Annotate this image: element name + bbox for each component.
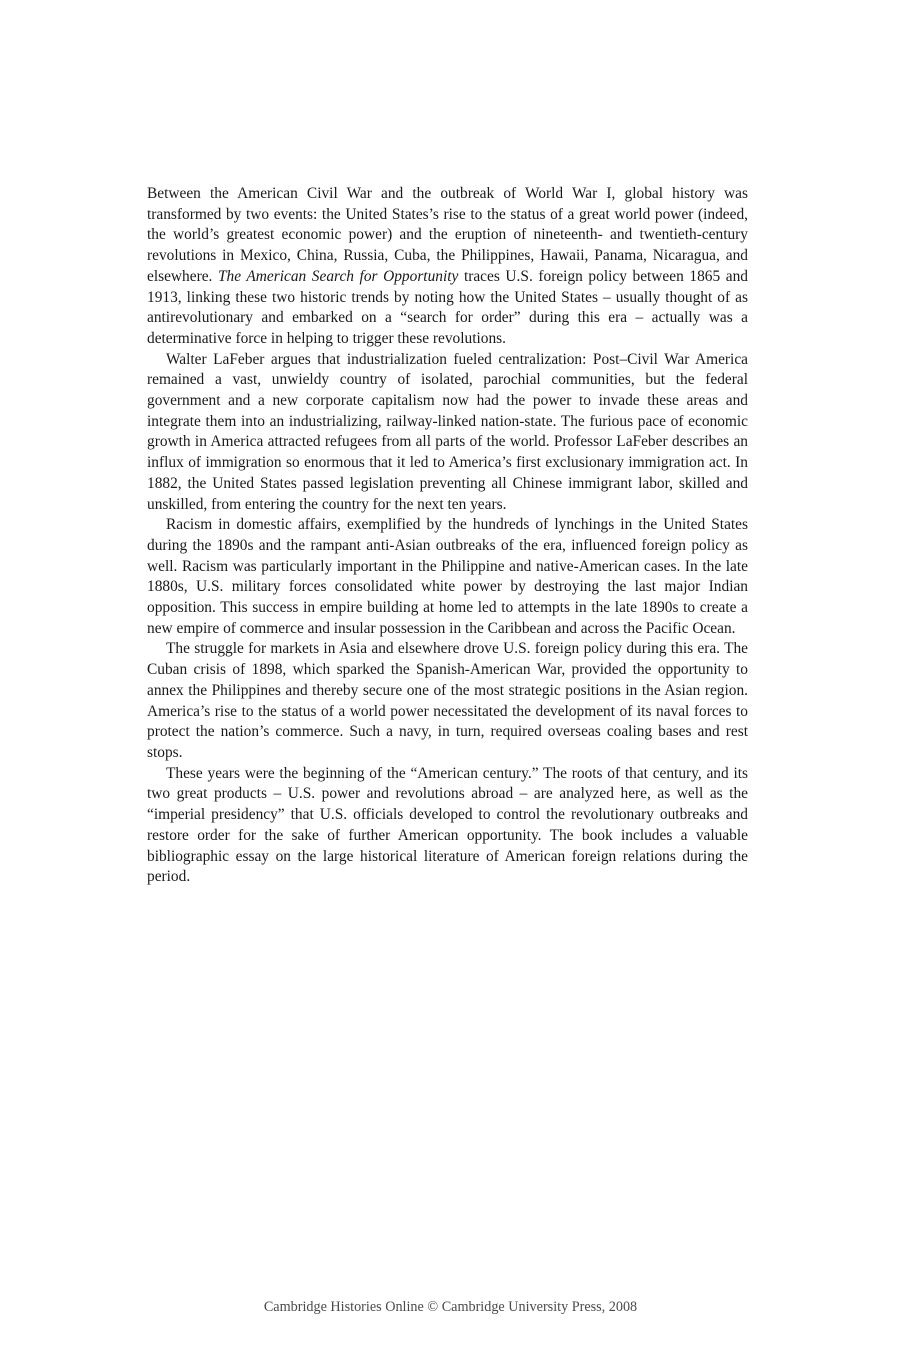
paragraph-3: Racism in domestic affairs, exemplified by the hundreds of lynchings in the United States during the 1890s and the rampant anti-Asian outbreaks of the era, influenced foreign policy as well. Racism was particularly important in the Philippine and native-American cases. In the late 1880s, U.S. military forces consolidated white power by destroying the last major Indian opposition. This success in empire building at home led to attempts in the late 1890s to create a new empire of commerce and insular possession in the Caribbean and across the Pacific Ocean. xyxy=(147,516,748,637)
book-description xyxy=(147,184,748,888)
paragraph-2: Walter LaFeber argues that industrialization fueled centralization: Post–Civil War America remained a vast, unwieldy country of isolated, parochial communities, but the federal government and a new corporate capitalism now had the power to invade these areas and integrate them into an industrializing, railway-linked nation-state. The furious pace of economic growth in America attracted refugees from all parts of the world. Professor LaFeber describes an influx of immigration so enormous that it led to America’s first exclusionary immigration act. In 1882, the United States passed legislation preventing all Chinese immigrant labor, skilled and unskilled, from entering the country for the next ten years. xyxy=(147,350,748,513)
paragraph-4: The struggle for markets in Asia and elsewhere drove U.S. foreign policy during this era. The Cuban crisis of 1898, which sparked the Spanish-American War, provided the opportunity to annex the Philippines and thereby secure one of the most strategic positions in the Asian region. America’s rise to the status of a world power necessitated the development of its naval forces to protect the nation’s commerce. Such a navy, in turn, required overseas coaling bases and rest stops. xyxy=(147,640,748,761)
copyright-footer: Cambridge Histories Online © Cambridge University Press, 2008 xyxy=(263,1299,638,1315)
book-title: The American Search for Opportunity xyxy=(217,267,459,285)
paragraph-1-rest: traces U.S. foreign policy between 1865 and 1913, linking these two historic trends by noting how the United States – usually thought of as antirevolutionary and embarked on a “search for order” during this era – actually was a determinative force in helping to trigger these revolutions. xyxy=(147,267,748,347)
paragraph-1-intro: Between the American Civil War and the outbreak of World War I, global history was transformed by two events: the United States’s rise to the status of a great world power (indeed, the world’s greatest economic power) and the eruption of nineteenth- and twentieth-century revolutions in Mexico, China, Russia, Cuba, the Philippines, Hawaii, Panama, Nicaragua, and elsewhere. xyxy=(147,185,748,285)
paragraph-5: These years were the beginning of the “American century.” The roots of that century, and its two great products – U.S. power and revolutions abroad – are analyzed here, as well as the “imperial presidency” that U.S. officials developed to control the revolutionary outbreaks and restore order for the sake of further American opportunity. The book includes a valuable bibliographic essay on the large historical literature of American foreign relations during the period. xyxy=(147,764,748,886)
paragraph-1 xyxy=(147,184,748,350)
